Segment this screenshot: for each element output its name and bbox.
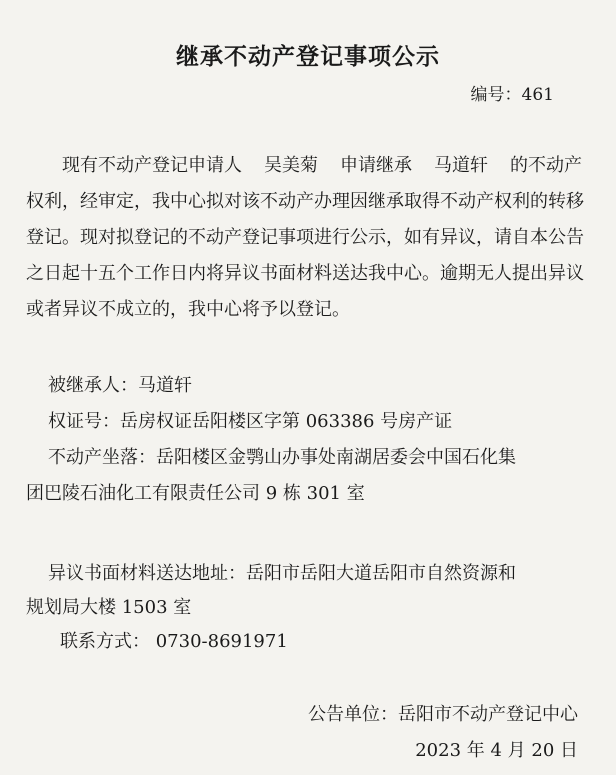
certificate-line: 权证号：岳房权证岳阳楼区字第 063386 号房产证 — [48, 411, 453, 432]
location-line-1: 不动产坐落：岳阳楼区金鹗山办事处南湖居委会中国石化集 — [48, 447, 516, 468]
serial-number: 编号：461 — [470, 85, 554, 105]
applicant-name: 吴美菊 — [264, 155, 318, 176]
body-mid: 申请继承 — [340, 155, 412, 176]
decedent-name: 马道轩 — [434, 155, 488, 176]
document-title: 继承不动产登记事项公示 — [176, 44, 440, 70]
issue-date: 2023 年 4 月 20 日 — [415, 740, 578, 761]
body-intro: 现有不动产登记申请人 — [62, 155, 242, 176]
issuing-unit: 公告单位：岳阳市不动产登记中心 — [308, 704, 578, 725]
location-line-2: 团巴陵石油化工有限责任公司 9 栋 301 室 — [26, 483, 365, 504]
notice-body-paragraph — [26, 148, 592, 328]
objection-address-line-1: 异议书面材料送达地址：岳阳市岳阳大道岳阳市自然资源和 — [48, 563, 516, 584]
body-rest: 的不动产权利，经审定，我中心拟对该不动产办理因继承取得不动产权利的转移登记。现对拟登记的不动产登记事项进行公示，如有异议，请自本公告之日起十五个工作日内将异议书面材料送达我中心。逾期无人提出异议或者异议不成立的，我中心将予以登记。 — [26, 155, 584, 320]
inheritee-line: 被继承人：马道轩 — [48, 375, 192, 396]
objection-address-line-2: 规划局大楼 1503 室 — [26, 597, 192, 618]
contact-line: 联系方式： 0730-8691971 — [60, 631, 288, 652]
